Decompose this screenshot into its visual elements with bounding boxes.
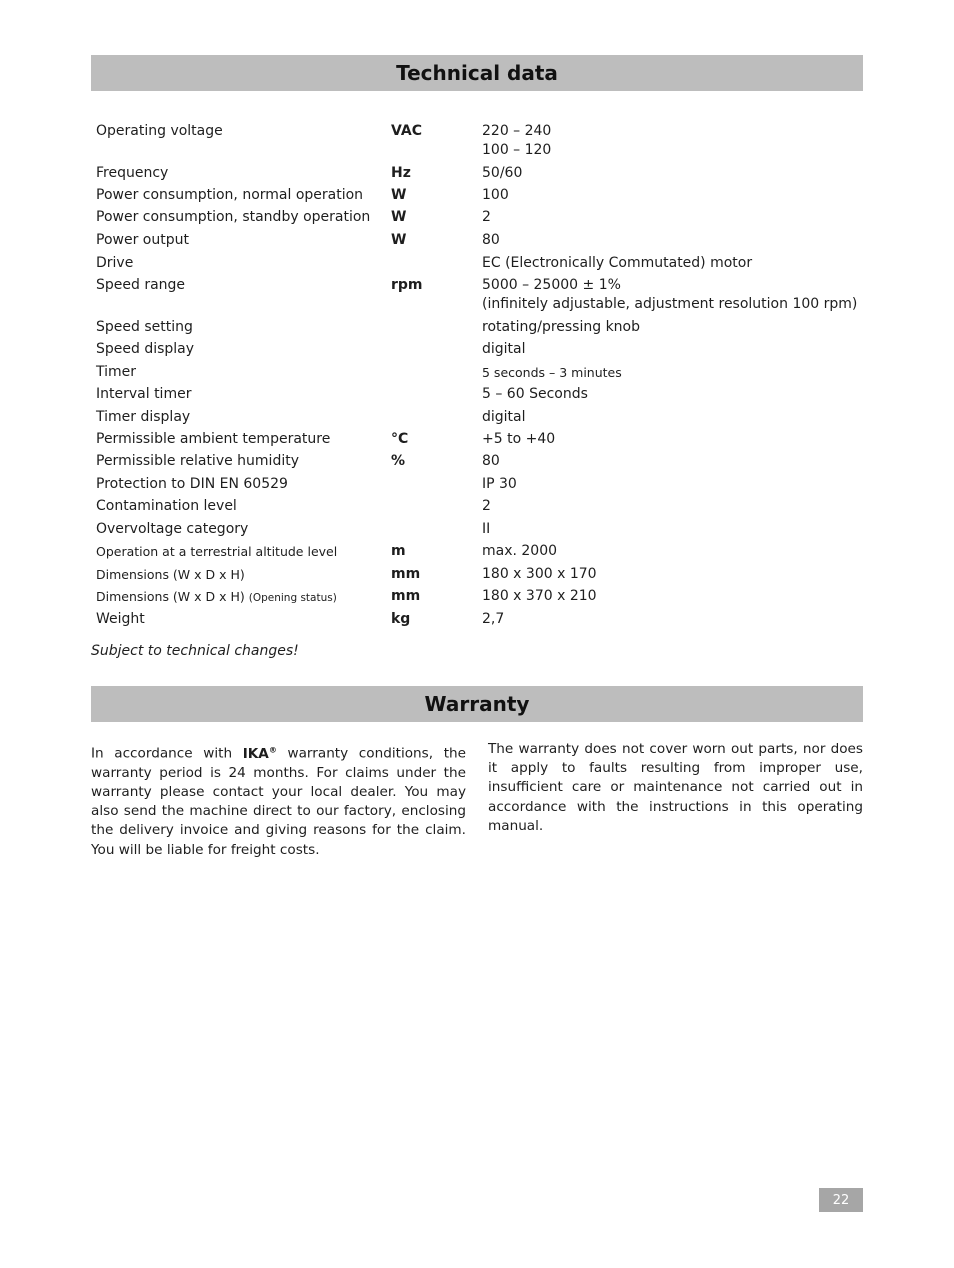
table-row bbox=[96, 318, 856, 340]
row-unit: rpm bbox=[391, 277, 423, 293]
brand-name bbox=[243, 746, 277, 762]
row-value bbox=[482, 276, 857, 314]
row-unit: % bbox=[391, 453, 406, 469]
row-label: Timer display bbox=[96, 409, 191, 425]
table-row bbox=[96, 610, 856, 632]
table-row bbox=[96, 276, 856, 318]
row-value: 80 bbox=[482, 453, 500, 469]
table-row bbox=[96, 565, 856, 587]
table-row bbox=[96, 363, 856, 385]
row-value: digital bbox=[482, 409, 526, 425]
row-value: 180 x 300 x 170 bbox=[482, 566, 597, 582]
row-label: Overvoltage category bbox=[96, 521, 249, 537]
row-value: IP 30 bbox=[482, 476, 517, 492]
row-label: Power consumption, normal operation bbox=[96, 187, 364, 203]
row-label: Dimensions (W x D x H) bbox=[96, 567, 245, 582]
table-row bbox=[96, 475, 856, 497]
table-row bbox=[96, 408, 856, 430]
table-row bbox=[96, 340, 856, 363]
table-row bbox=[96, 208, 856, 231]
row-value: 5 – 60 Seconds bbox=[482, 386, 588, 402]
row-label: Drive bbox=[96, 255, 134, 271]
row-label: Speed range bbox=[96, 277, 186, 293]
row-value: digital bbox=[482, 341, 526, 357]
technical-changes-note: Subject to technical changes! bbox=[91, 643, 299, 659]
table-row bbox=[96, 254, 856, 276]
row-value-line2: 100 – 120 bbox=[482, 142, 552, 158]
row-label: Power output bbox=[96, 232, 189, 248]
row-label: Operation at a terrestrial altitude level bbox=[96, 544, 338, 559]
row-unit: W bbox=[391, 187, 407, 203]
table-row bbox=[96, 122, 856, 164]
table-row bbox=[96, 542, 856, 565]
row-value: 2 bbox=[482, 498, 491, 514]
technical-data-title: Technical data bbox=[396, 61, 558, 85]
row-unit: W bbox=[391, 209, 407, 225]
row-unit: Hz bbox=[391, 165, 411, 181]
row-value: 80 bbox=[482, 232, 500, 248]
row-label: Operating voltage bbox=[96, 123, 223, 139]
row-value: max. 2000 bbox=[482, 543, 558, 559]
row-value: rotating/pressing knob bbox=[482, 319, 641, 335]
table-row bbox=[96, 164, 856, 186]
warranty-left-paragraph bbox=[91, 740, 466, 860]
row-value: II bbox=[482, 521, 491, 537]
row-value: 100 bbox=[482, 187, 509, 203]
row-label: Permissible ambient temperature bbox=[96, 431, 331, 447]
warranty-left-prefix: In accordance with bbox=[91, 745, 243, 762]
row-unit: °C bbox=[391, 431, 409, 447]
page-number-badge bbox=[819, 1188, 863, 1212]
registered-mark: ® bbox=[268, 745, 277, 754]
warranty-title: Warranty bbox=[424, 692, 530, 716]
row-value: EC (Electronically Commutated) motor bbox=[482, 255, 753, 271]
row-unit: VAC bbox=[391, 123, 422, 139]
warranty-heading bbox=[91, 686, 863, 722]
row-label: Contamination level bbox=[96, 498, 237, 514]
warranty-right-paragraph: The warranty does not cover worn out parts, nor does it apply to faults resulting from improper use, insufficient care or maintenance not carried out in accordance with the instructions in this operating manual. bbox=[488, 741, 863, 834]
row-label bbox=[96, 587, 337, 608]
row-value bbox=[482, 122, 551, 160]
row-label: Timer bbox=[96, 364, 137, 380]
row-value: 2,7 bbox=[482, 611, 505, 627]
row-label: Power consumption, standby operation bbox=[96, 209, 371, 225]
technical-data-table bbox=[96, 122, 856, 632]
row-value-line1: 220 – 240 bbox=[482, 123, 552, 139]
row-unit: mm bbox=[391, 588, 421, 604]
row-value: 180 x 370 x 210 bbox=[482, 588, 597, 604]
table-row bbox=[96, 452, 856, 475]
table-row bbox=[96, 231, 856, 254]
page-number: 22 bbox=[832, 1192, 850, 1208]
row-label: Permissible relative humidity bbox=[96, 453, 299, 469]
row-value: 5 seconds – 3 minutes bbox=[482, 365, 622, 380]
brand-text: IKA bbox=[242, 745, 269, 762]
technical-data-heading bbox=[91, 55, 863, 91]
table-row bbox=[96, 186, 856, 208]
row-value-line2: (infinitely adjustable, adjustment resolution 100 rpm) bbox=[482, 296, 858, 312]
row-label: Protection to DIN EN 60529 bbox=[96, 476, 288, 492]
row-unit: kg bbox=[391, 611, 411, 627]
table-row bbox=[96, 430, 856, 452]
row-label-suffix: (Opening status) bbox=[248, 592, 337, 604]
table-row bbox=[96, 520, 856, 542]
row-value: 2 bbox=[482, 209, 491, 225]
row-unit: W bbox=[391, 232, 407, 248]
row-label: Speed display bbox=[96, 341, 195, 357]
row-label: Frequency bbox=[96, 165, 169, 181]
table-row bbox=[96, 497, 856, 520]
row-value: 50/60 bbox=[482, 165, 523, 181]
table-row bbox=[96, 385, 856, 408]
row-label: Interval timer bbox=[96, 386, 192, 402]
row-value-line1: 5000 – 25000 ± 1% bbox=[482, 277, 621, 293]
row-unit: m bbox=[391, 543, 406, 559]
row-unit: mm bbox=[391, 566, 421, 582]
row-label: Weight bbox=[96, 611, 145, 627]
row-label: Speed setting bbox=[96, 319, 193, 335]
warranty-left-text: warranty conditions, the warranty period is 24 months. For claims under the warranty please contact your local dealer. You may also send the machine direct to our factory, enclosing the delivery invoice and giving reasons for the claim. You will be liable for freight costs. bbox=[91, 745, 466, 858]
row-value: +5 to +40 bbox=[482, 431, 556, 447]
table-row bbox=[96, 587, 856, 610]
row-label-main: Dimensions (W x D x H) bbox=[96, 589, 245, 604]
